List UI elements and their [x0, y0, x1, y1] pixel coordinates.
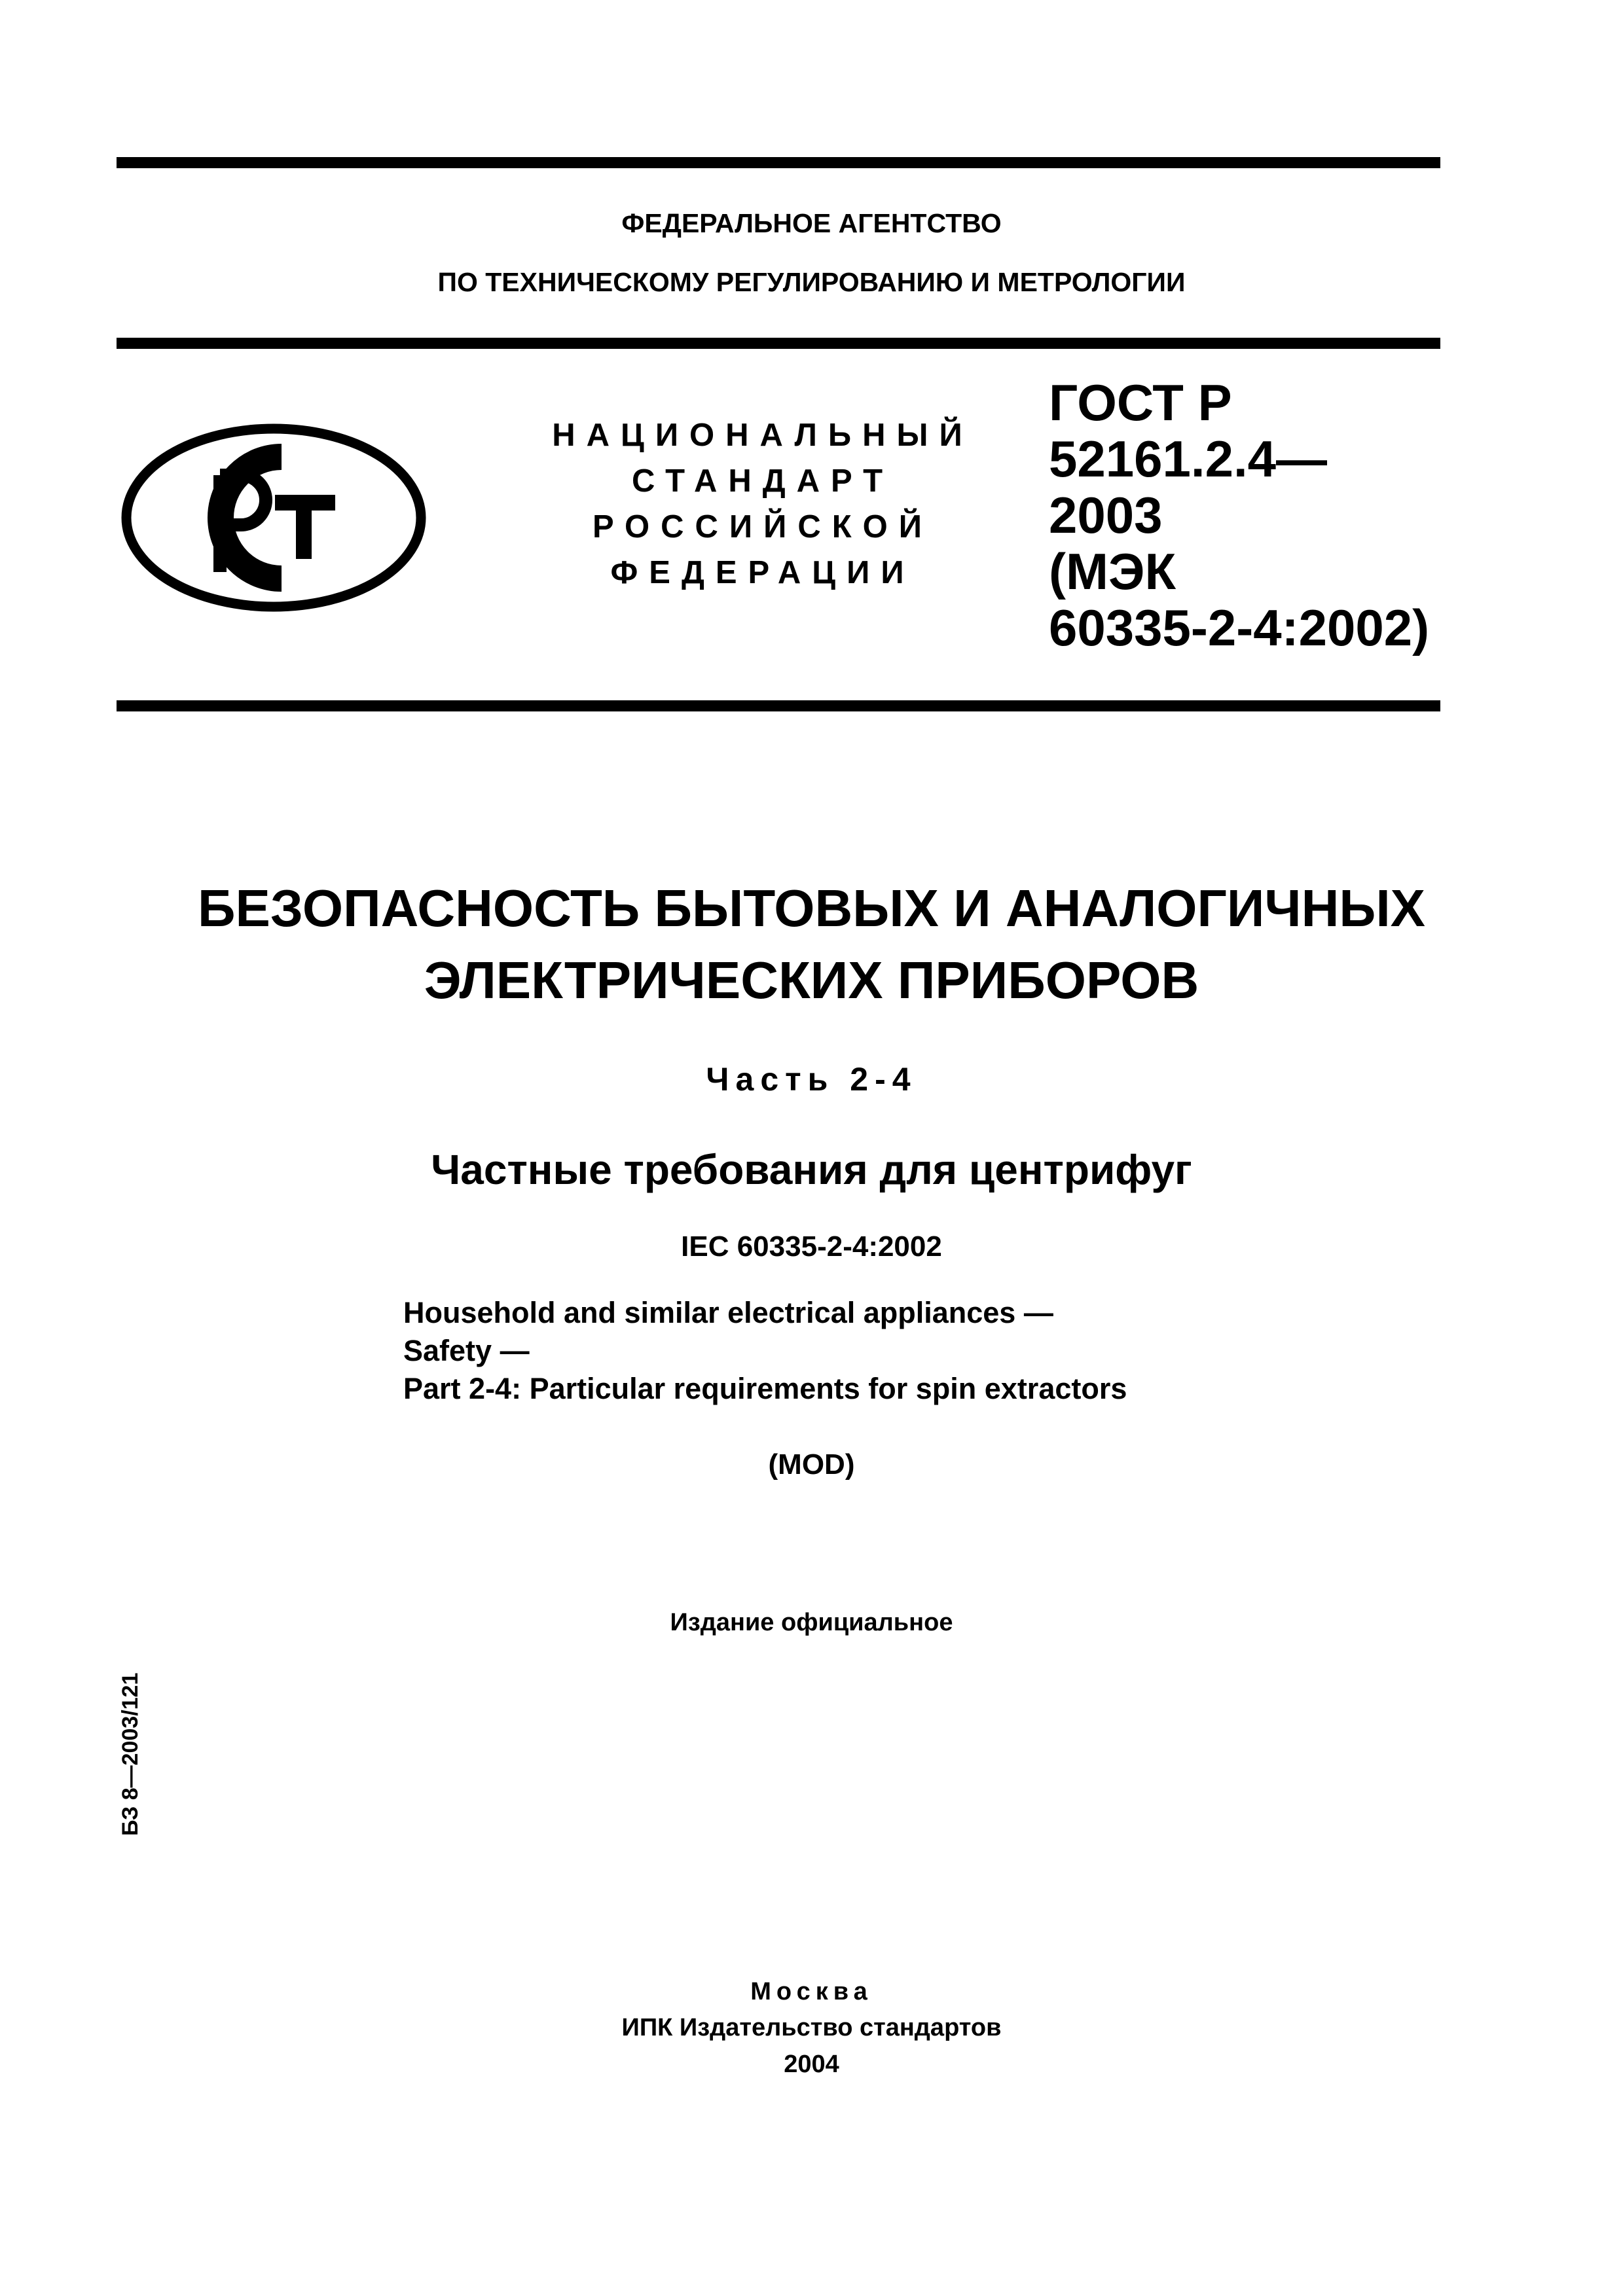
rst-logo-icon [117, 419, 431, 617]
national-standard-block [524, 412, 1002, 596]
designation-line-3: 2003 [1049, 486, 1163, 544]
footer-year: 2004 [784, 2051, 839, 2078]
header-rule [117, 338, 1440, 349]
subtitle: Частные требования для центрифуг [431, 1146, 1192, 1193]
designation-line-1: ГОСТ Р [1049, 374, 1232, 431]
designation-line-4: (МЭК [1049, 543, 1176, 600]
mod-label: (MOD) [768, 1448, 855, 1480]
standard-designation [1049, 374, 1429, 656]
part-label: Часть 2-4 [706, 1061, 917, 1098]
agency-line-1: ФЕДЕРАЛЬНОЕ АГЕНТСТВО [621, 208, 1002, 238]
english-title-line-2: Safety — [403, 1334, 530, 1367]
agency-line-2: ПО ТЕХНИЧЕСКОМУ РЕГУЛИРОВАНИЮ И МЕТРОЛОГИИ [437, 267, 1186, 297]
edition-label: Издание официальное [670, 1609, 953, 1636]
national-standard-line-2: СТАНДАРТ [631, 463, 894, 499]
main-title-line-2: ЭЛЕКТРИЧЕСКИХ ПРИБОРОВ [424, 951, 1199, 1009]
footer-city: Москва [750, 1978, 873, 2005]
national-standard-line-4: ФЕДЕРАЦИИ [610, 555, 915, 590]
designation-line-5: 60335-2-4:2002) [1049, 599, 1430, 656]
national-standard-line-3: РОССИЙСКОЙ [593, 509, 933, 545]
english-title-line-3: Part 2-4: Particular requirements for spin extractors [403, 1372, 1127, 1405]
english-title-line-1: Household and similar electrical appliances — [403, 1296, 1053, 1329]
side-code-text: БЗ 8—2003/121 [118, 1672, 143, 1836]
footer-publisher: ИПК Издательство стандартов [621, 2014, 1002, 2041]
designation-line-2: 52161.2.4— [1049, 430, 1328, 488]
top-rule [117, 157, 1440, 168]
designation-rule [117, 700, 1440, 711]
national-standard-line-1: НАЦИОНАЛЬНЫЙ [552, 418, 974, 453]
iec-reference: IEC 60335-2-4:2002 [681, 1230, 942, 1263]
main-title-line-1: БЕЗОПАСНОСТЬ БЫТОВЫХ И АНАЛОГИЧНЫХ [197, 879, 1426, 937]
